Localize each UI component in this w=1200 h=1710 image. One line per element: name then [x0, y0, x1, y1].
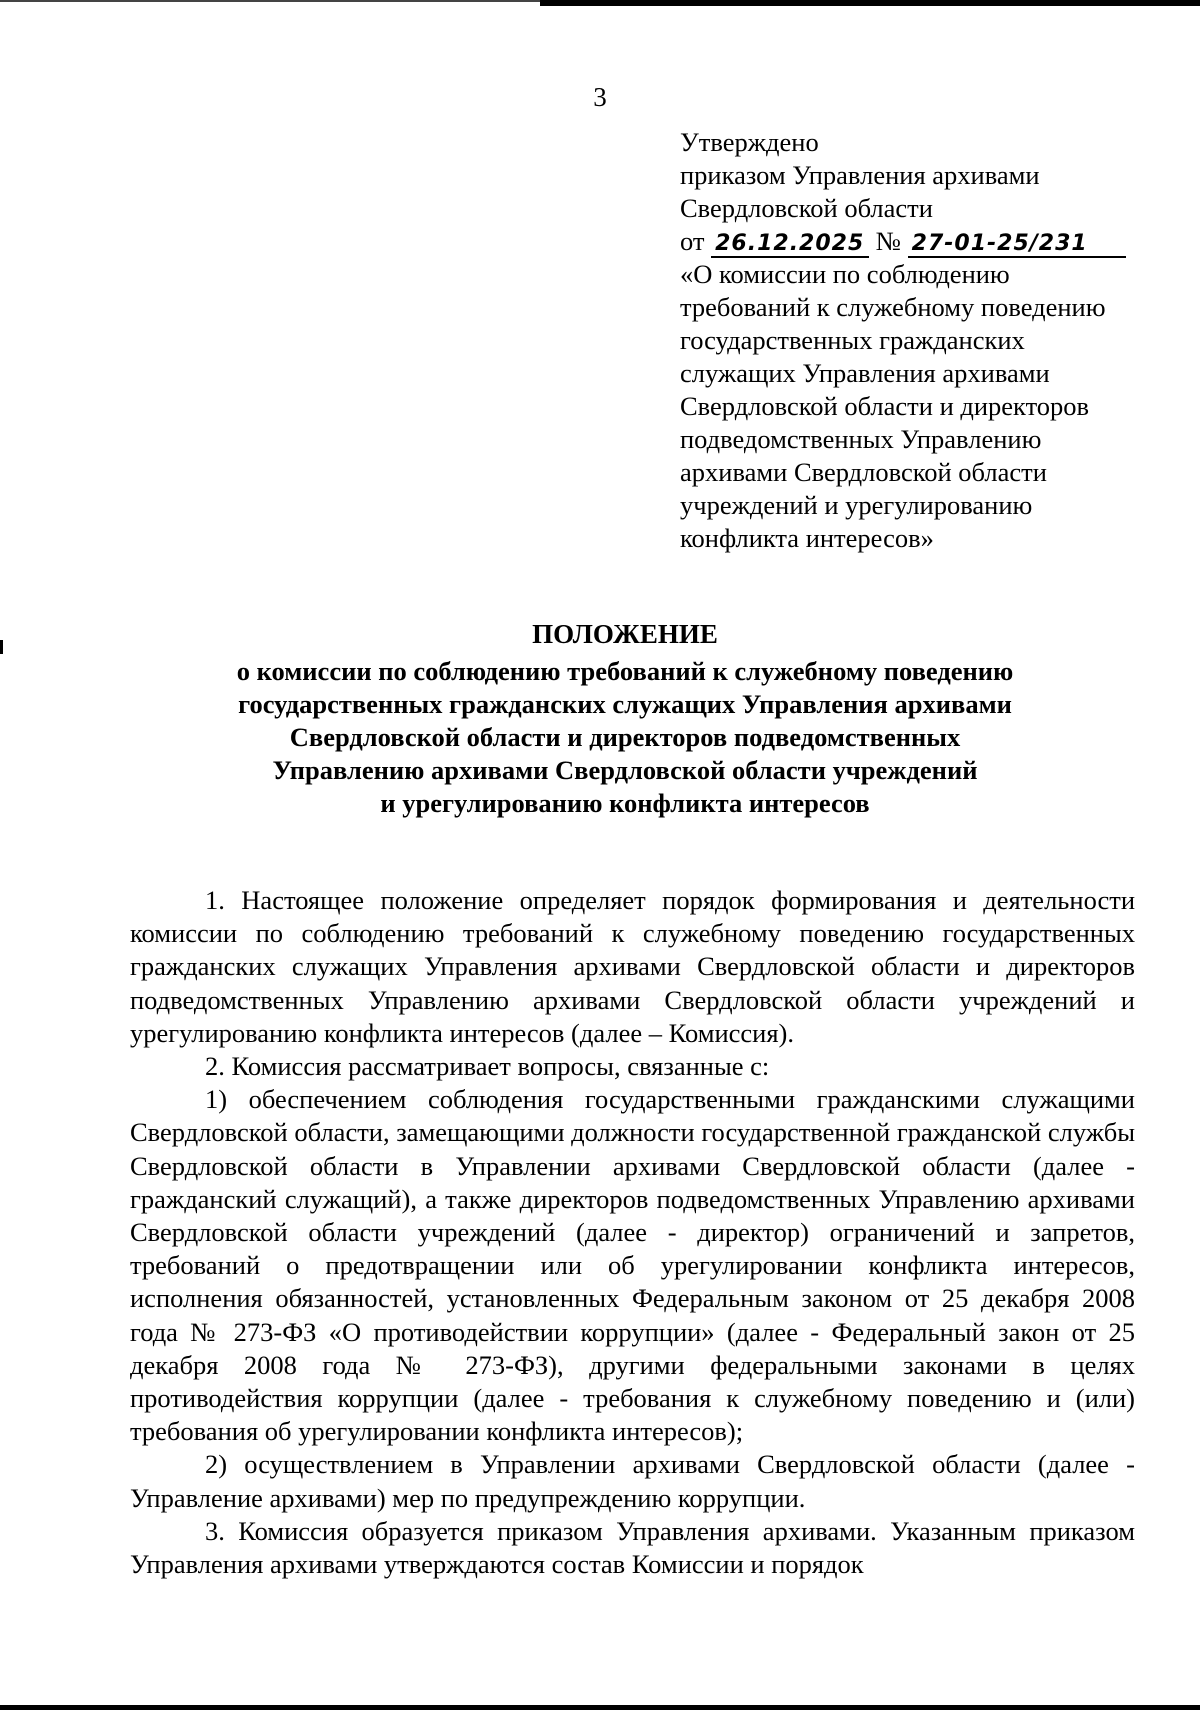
page-number: 3 [593, 82, 607, 112]
from-label: от [680, 226, 705, 256]
approval-subject-line: государственных гражданских [680, 325, 1025, 355]
approval-line: приказом Управления архивами [680, 160, 1040, 190]
approval-subject-line: подведомственных Управлению [680, 424, 1042, 454]
approval-line: Утверждено [680, 127, 819, 157]
title-line: Свердловской области и директоров подведомственных [289, 722, 961, 752]
approval-subject-line: требований к служебному поведению [680, 292, 1106, 322]
handwritten-date: 26.12.2025 [711, 232, 869, 258]
approval-line: Свердловской области [680, 193, 933, 223]
approval-subject-line: Свердловской области и директоров [680, 391, 1090, 421]
paragraph: 2. Комиссия рассматривает вопросы, связанные с: [205, 1051, 770, 1082]
scan-edge-top [540, 0, 1200, 6]
approval-date-number-line [680, 225, 1150, 258]
title-line: Управлению архивами Свердловской области учреждений [272, 755, 978, 785]
handwritten-order-number: 27-01-25/231 [908, 232, 1126, 258]
title-line: государственных гражданских служащих Управления архивами [238, 689, 1012, 719]
document-title [80, 618, 1170, 820]
paragraph: 2) осуществлением в Управлении архивами Свердловской области (далее - Управление архивами) мер по предупреждению коррупции. [130, 1449, 1135, 1513]
paragraph: 1) обеспечением соблюдения государственными гражданскими служащими Свердловской области, замещающими должности государственной гражданской службы Свердловской области в Управлении архивами Свердловской области (далее - гражданский служащий), а также директоров подведомственных Управлению архивами Свердловской области учреждений (далее - директор) ограничений и запретов, требований о предотвращении или об урегулировании конфликта интересов, исполнения обязанностей, установленных Федеральным законом от 25 декабря 2008 года № 273-ФЗ «О противодействии коррупции» (далее - Федеральный закон от 25 декабря 2008 года № 273-ФЗ), другими федеральными законами в целях противодействия коррупции (далее - требования к служебному поведению и (или) требования об урегулировании конфликта интересов); [130, 1084, 1135, 1447]
scan-edge-bottom [0, 1705, 1200, 1710]
approval-block [680, 126, 1150, 555]
number-label: № [875, 226, 902, 256]
title-heading: ПОЛОЖЕНИЕ [532, 619, 718, 649]
scan-margin-mark [0, 640, 3, 654]
document-body [130, 884, 1135, 1581]
paragraph: 3. Комиссия образуется приказом Управления архивами. Указанным приказом Управления архивами утверждаются состав Комиссии и порядок [130, 1515, 1135, 1580]
approval-subject-line: учреждений и урегулированию [680, 490, 1033, 520]
approval-subject-line: конфликта интересов» [680, 523, 934, 553]
title-line: о комиссии по соблюдению требований к служебному поведению [236, 656, 1014, 686]
title-line: и урегулированию конфликта интересов [380, 788, 870, 818]
approval-subject-line: служащих Управления архивами [680, 358, 1050, 388]
paragraph: 1. Настоящее положение определяет порядок формирования и деятельности комиссии по соблюдению требований к служебному поведению государственных гражданских служащих Управления архивами Свердловской области и директоров подведомственных Управлению архивами Свердловской области учреждений и урегулированию конфликта интересов (далее – Комиссия). [130, 885, 1135, 1048]
approval-subject-line: «О комиссии по соблюдению [680, 259, 1010, 289]
approval-subject-line: архивами Свердловской области [680, 457, 1047, 487]
scan-edge-top-thin [0, 0, 540, 2]
